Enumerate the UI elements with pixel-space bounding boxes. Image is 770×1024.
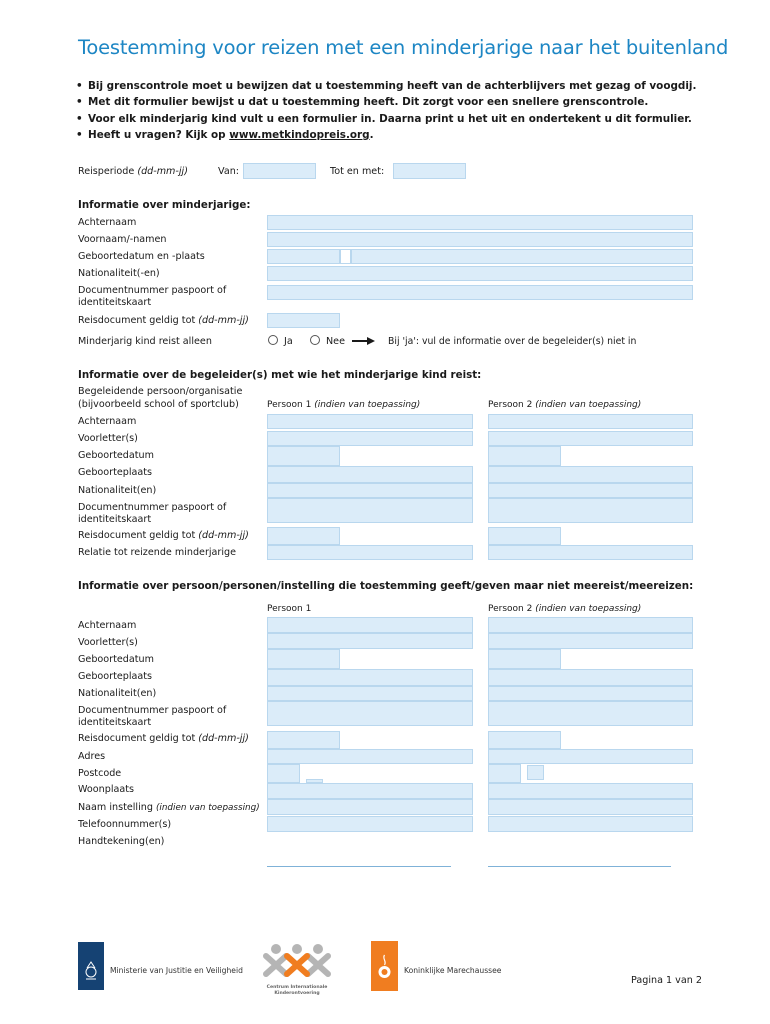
instruction-item: • Bij grenscontrole moet u bewijzen dat u toestemming heeft van de achterblijvers met gezag of voogdij. (76, 78, 736, 94)
instructions-list (76, 78, 736, 143)
kind-geboortedatum-input[interactable] (267, 249, 340, 264)
section-toestemming-heading: Informatie over persoon/personen/instelling die toestemming geeft/geven maar niet meereist/meereizen: (78, 580, 694, 592)
page-title: Toestemming voor reizen met een minderjarige naar het buitenland (78, 36, 729, 59)
docnr-label-2: identiteitskaart (78, 297, 152, 308)
tot-label: Tot en met: (330, 166, 385, 177)
instelling-label: Naam instelling (indien van toepassing) (78, 802, 260, 813)
toestemming2-woonplaats-input[interactable] (488, 783, 693, 799)
toestemming1-geboorteplaats-input[interactable] (267, 669, 473, 686)
relatie-label: Relatie tot reizende minderjarige (78, 547, 237, 558)
toestemming2-instelling-input[interactable] (488, 799, 693, 815)
docnr-label: Documentnummer paspoort of (78, 285, 227, 296)
geboorte-label: Geboortedatum en -plaats (78, 251, 205, 262)
alleen-note: Bij 'ja': vul de informatie over de begeleider(s) niet in (388, 336, 637, 347)
page-number: Pagina 1 van 2 (631, 975, 702, 986)
kind-voornamen-input[interactable] (267, 232, 693, 247)
toestemming1-docnr-input[interactable] (267, 701, 473, 726)
ja-label: Ja (284, 336, 293, 347)
toestemming2-voorletters-input[interactable] (488, 633, 693, 649)
toestemming2-geboortedatum-input[interactable] (488, 649, 561, 669)
toestemming-p2-header: Persoon 2 (indien van toepassing) (488, 604, 642, 614)
toestemming2-geldig-input[interactable] (488, 731, 561, 749)
begeleider2-geboorteplaats-input[interactable] (488, 466, 693, 483)
begeleider1-nationaliteit-input[interactable] (267, 483, 473, 498)
ministry-name: Ministerie van Justitie en Veiligheid (110, 966, 243, 975)
toestemming2-postcode-letters-input[interactable] (527, 765, 544, 780)
signature-line-1[interactable] (267, 866, 451, 867)
nationaliteit-label: Nationaliteit(en) (78, 688, 157, 699)
achternaam-label: Achternaam (78, 217, 137, 228)
grenade-icon (371, 941, 398, 991)
begeleider1-achternaam-input[interactable] (267, 414, 473, 429)
geldig-label: Reisdocument geldig tot (dd-mm-jj) (78, 315, 249, 326)
marechaussee-logo (371, 941, 398, 991)
docnr-label-2: identiteitskaart (78, 514, 152, 525)
voorletters-label: Voorletter(s) (78, 433, 138, 444)
toestemming2-geboorteplaats-input[interactable] (488, 669, 693, 686)
kind-nationaliteit-input[interactable] (267, 266, 693, 281)
toestemming1-postcode-input[interactable] (267, 764, 300, 783)
instruction-item: • Voor elk minderjarig kind vult u een formulier in. Daarna print u het uit en ondertekent u dit formulier. (76, 111, 736, 127)
van-label: Van: (218, 166, 240, 177)
begeleider2-geldig-input[interactable] (488, 527, 561, 545)
org-label: Begeleidende persoon/organisatie (78, 386, 243, 397)
kind-geboorteplaats-input[interactable] (351, 249, 693, 264)
org-label-2: (bijvoorbeeld school of sportclub) (78, 399, 239, 410)
woonplaats-label: Woonplaats (78, 784, 135, 795)
toestemming1-woonplaats-input[interactable] (267, 783, 473, 799)
postcode-label: Postcode (78, 768, 122, 779)
nee-radio[interactable] (310, 335, 320, 345)
begeleider1-geboortedatum-input[interactable] (267, 446, 340, 466)
alleen-label: Minderjarig kind reist alleen (78, 336, 212, 347)
toestemming2-adres-input[interactable] (488, 749, 693, 764)
toestemming1-geldig-input[interactable] (267, 731, 340, 749)
nationaliteit-label: Nationaliteit(en) (78, 485, 157, 496)
kinderontvoering-logo-icon (262, 942, 332, 986)
toestemming1-instelling-input[interactable] (267, 799, 473, 815)
tot-date-input[interactable] (393, 163, 466, 179)
begeleider1-geldig-input[interactable] (267, 527, 340, 545)
toestemming2-nationaliteit-input[interactable] (488, 686, 693, 701)
begeleider-p1-header: Persoon 1 (indien van toepassing) (267, 400, 421, 410)
toestemming-p1-header: Persoon 1 (267, 604, 312, 614)
geldig-label: Reisdocument geldig tot (dd-mm-jj) (78, 733, 249, 744)
nationaliteit-label: Nationaliteit(-en) (78, 268, 160, 279)
docnr-label: Documentnummer paspoort of (78, 502, 227, 513)
kind-geboorte-separator (340, 249, 351, 264)
begeleider1-docnr-input[interactable] (267, 498, 473, 523)
docnr-label-2: identiteitskaart (78, 717, 152, 728)
geldig-label: Reisdocument geldig tot (dd-mm-jj) (78, 530, 249, 541)
docnr-label: Documentnummer paspoort of (78, 705, 227, 716)
begeleider1-relatie-input[interactable] (267, 545, 473, 560)
nee-label: Nee (326, 336, 345, 347)
toestemming2-achternaam-input[interactable] (488, 617, 693, 633)
geboortedatum-label: Geboortedatum (78, 654, 154, 665)
reisperiode-label: Reisperiode (dd-mm-jj) (78, 166, 188, 177)
voornamen-label: Voornaam/-namen (78, 234, 167, 245)
begeleider2-docnr-input[interactable] (488, 498, 693, 523)
toestemming1-geboortedatum-input[interactable] (267, 649, 340, 669)
crest-icon (78, 942, 104, 990)
geboortedatum-label: Geboortedatum (78, 450, 154, 461)
telefoon-label: Telefoonnummer(s) (78, 819, 172, 830)
begeleider1-voorletters-input[interactable] (267, 431, 473, 446)
kind-geldig-input[interactable] (267, 313, 340, 328)
marechaussee-name: Koninklijke Marechaussee (404, 966, 502, 975)
geboorteplaats-label: Geboorteplaats (78, 467, 153, 478)
begeleider2-voorletters-input[interactable] (488, 431, 693, 446)
signature-line-2[interactable] (488, 866, 671, 867)
begeleider-p2-header: Persoon 2 (indien van toepassing) (488, 400, 642, 410)
instruction-item: • Met dit formulier bewijst u dat u toestemming heeft. Dit zorgt voor een snellere grenscontrole. (76, 94, 736, 110)
toestemming1-achternaam-input[interactable] (267, 617, 473, 633)
kinderontvoering-name: Centrum Internationale Kinderontvoering (266, 985, 328, 996)
ja-radio[interactable] (268, 335, 278, 345)
begeleider2-nationaliteit-input[interactable] (488, 483, 693, 498)
begeleider2-achternaam-input[interactable] (488, 414, 693, 429)
arrow-right-icon (352, 336, 376, 346)
toestemming1-telefoon-input[interactable] (267, 816, 473, 832)
kind-docnr-input[interactable] (267, 285, 693, 300)
achternaam-label: Achternaam (78, 620, 137, 631)
toestemming1-voorletters-input[interactable] (267, 633, 473, 649)
adres-label: Adres (78, 751, 106, 762)
van-date-input[interactable] (243, 163, 316, 179)
kind-achternaam-input[interactable] (267, 215, 693, 230)
achternaam-label: Achternaam (78, 416, 137, 427)
website-link[interactable]: www.metkindopreis.org (229, 128, 370, 141)
section-begeleider-heading: Informatie over de begeleider(s) met wie het minderjarige kind reist: (78, 369, 482, 381)
toestemming1-adres-input[interactable] (267, 749, 473, 764)
begeleider1-geboorteplaats-input[interactable] (267, 466, 473, 483)
rijksoverheid-logo (78, 942, 104, 990)
toestemming2-postcode-input[interactable] (488, 764, 521, 783)
begeleider2-geboortedatum-input[interactable] (488, 446, 561, 466)
begeleider2-relatie-input[interactable] (488, 545, 693, 560)
toestemming2-docnr-input[interactable] (488, 701, 693, 726)
toestemming1-nationaliteit-input[interactable] (267, 686, 473, 701)
instruction-item: • Heeft u vragen? Kijk op www.metkindopreis.org. (76, 127, 736, 143)
geboorteplaats-label: Geboorteplaats (78, 671, 153, 682)
section-minderjarige-heading: Informatie over minderjarige: (78, 199, 251, 211)
voorletters-label: Voorletter(s) (78, 637, 138, 648)
handtekening-label: Handtekening(en) (78, 836, 165, 847)
toestemming2-telefoon-input[interactable] (488, 816, 693, 832)
